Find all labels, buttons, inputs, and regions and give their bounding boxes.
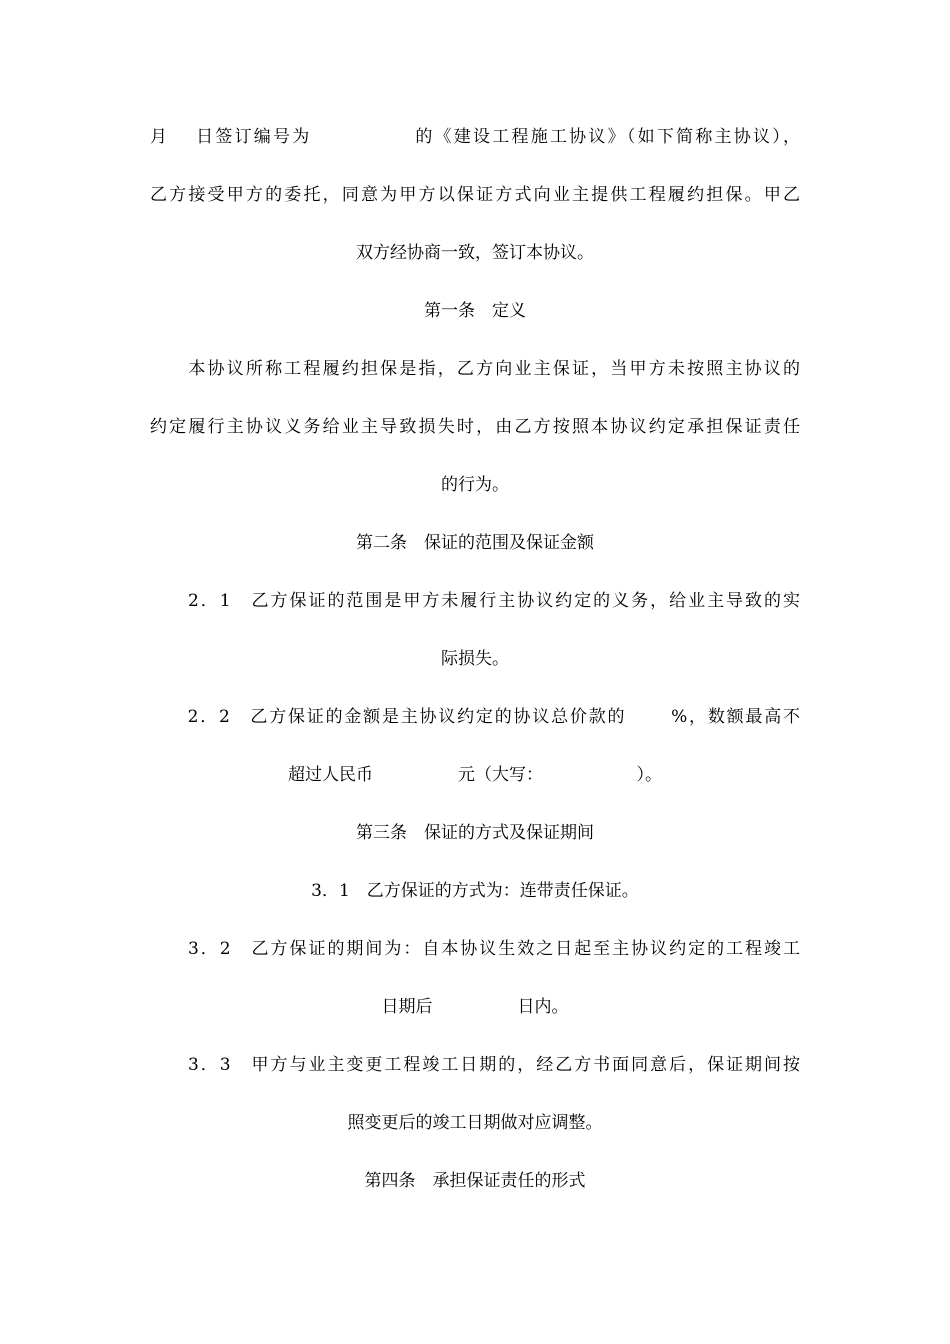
clause-line: 3．2 乙方保证的期间为：自本协议生效之日起至主协议约定的工程竣工 [150, 939, 800, 959]
article-heading: 第二条 保证的范围及保证金额 [356, 533, 594, 553]
clause-line: 3．3 甲方与业主变更工程竣工日期的，经乙方书面同意后，保证期间按 [150, 1055, 800, 1075]
clause-line: 2．2 乙方保证的金额是主协议约定的协议总价款的 %，数额最高不 [150, 707, 800, 727]
article-heading: 第一条 定义 [424, 301, 526, 321]
clause-line: 2．1 乙方保证的范围是甲方未履行主协议约定的义务，给业主导致的实 [150, 591, 800, 611]
paragraph-line: 的行为。 [441, 475, 509, 495]
paragraph-line: 约定履行主协议义务给业主导致损失时，由乙方按照本协议约定承担保证责任 [150, 417, 800, 437]
clause-line: 照变更后的竣工日期做对应调整。 [347, 1113, 603, 1133]
article-heading: 第三条 保证的方式及保证期间 [356, 823, 594, 843]
paragraph-line: 双方经协商一致，签订本协议。 [356, 243, 594, 263]
clause-line: 际损失。 [441, 649, 509, 669]
paragraph-line: 乙方接受甲方的委托，同意为甲方以保证方式向业主提供工程履约担保。甲乙 [150, 185, 800, 205]
clause-line: 超过人民币 元（大写： ）。 [288, 765, 662, 785]
paragraph-line: 月 日签订编号为 的《建设工程施工协议》（如下简称主协议）， [150, 127, 800, 147]
article-heading: 第四条 承担保证责任的形式 [364, 1171, 586, 1191]
paragraph-line: 本协议所称工程履约担保是指，乙方向业主保证，当甲方未按照主协议的 [150, 359, 800, 379]
clause-line: 3．1 乙方保证的方式为：连带责任保证。 [311, 881, 639, 901]
clause-line: 日期后 日内。 [381, 997, 569, 1017]
